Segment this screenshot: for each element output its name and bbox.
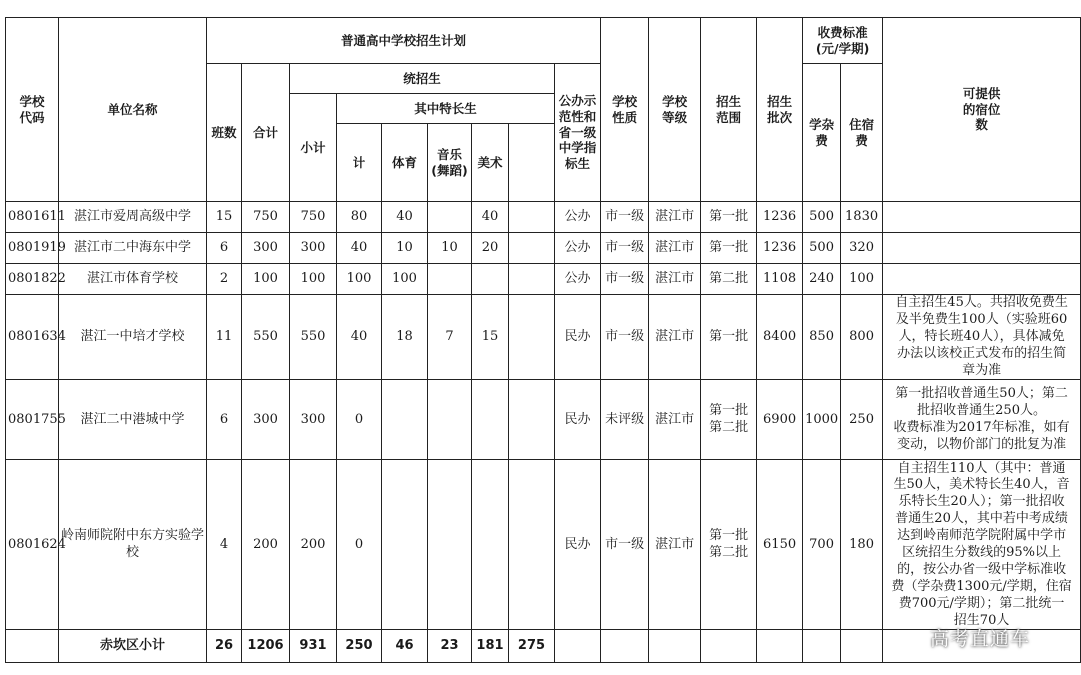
grade-cell: 市一级: [601, 264, 649, 295]
school-name: 岭南师院附中东方实验学 校: [59, 460, 207, 630]
header-enroll-range: 招生 范围: [701, 18, 757, 202]
total-cell: 550: [242, 295, 290, 380]
art-cell: 20: [472, 233, 509, 264]
subtotal-classes: 26: [207, 630, 242, 663]
header-music: 音乐 (舞蹈): [428, 124, 472, 202]
grade-cell: 市一级: [601, 460, 649, 630]
classes-cell: 2: [207, 264, 242, 295]
remark-line: 费700元/学期）；第二批统一: [898, 595, 1065, 611]
remark-line: 章为准: [962, 362, 1002, 378]
remarks-cell: [883, 264, 1081, 295]
remark-line: 自主招生110人（其中：普通: [897, 460, 1066, 476]
table-row: [6, 460, 1081, 630]
school-name: 湛江市体育学校: [59, 264, 207, 295]
subtotal-empty: [841, 630, 883, 663]
school-code: 0801919: [6, 233, 59, 264]
table-row: [6, 295, 1081, 380]
art-cell: 15: [472, 295, 509, 380]
pe-cell: 100: [382, 264, 428, 295]
subtotal-label: 赤坎区小计: [59, 630, 207, 663]
remarks-cell: [883, 202, 1081, 233]
beds-cell: 800: [841, 295, 883, 380]
beds-cell: 320: [841, 233, 883, 264]
classes-cell: 11: [207, 295, 242, 380]
remark-line: 招生70人: [953, 612, 1010, 628]
header-plan-group: 普通高中学校招生计划: [207, 18, 601, 64]
school-code: 0801634: [6, 295, 59, 380]
tuition-cell: 1236: [757, 202, 803, 233]
header-unified: 统招生: [290, 64, 555, 94]
grade-cell: 未评级: [601, 380, 649, 460]
model-cell: [509, 295, 555, 380]
batch-cell: 第一批 第二批: [701, 380, 757, 460]
header-enroll-batch: 招生 批次: [757, 18, 803, 202]
header-model-school: 公办示 范性和 省一级 中学指 标生: [555, 64, 601, 202]
batch-cell: 第一批: [701, 295, 757, 380]
tuition-cell: 1236: [757, 233, 803, 264]
specialty-cell: 80: [337, 202, 382, 233]
lodging-cell: 500: [803, 233, 841, 264]
school-name: 湛江市爱周高级中学: [59, 202, 207, 233]
model-cell: [509, 233, 555, 264]
header-school-grade: 学校 等级: [649, 18, 701, 202]
grade-cell: 市一级: [601, 202, 649, 233]
lodging-cell: 700: [803, 460, 841, 630]
subtotal-code: [6, 630, 59, 663]
table-row: [6, 233, 1081, 264]
remark-line: 生50人，美术特长生40人，音: [893, 477, 1070, 493]
remark-line: 人，特长班40人），具体减免: [898, 328, 1065, 344]
batch-cell: 第一批 第二批: [701, 460, 757, 630]
remark-line: 费（学杂费1300元/学期，住宿: [891, 578, 1072, 594]
subtotal-empty: [757, 630, 803, 663]
music-cell: 10: [428, 233, 472, 264]
table-row: [6, 380, 1081, 460]
subtotal-row: [6, 630, 1081, 663]
lodging-cell: 1000: [803, 380, 841, 460]
subtotal-empty: [803, 630, 841, 663]
nature-cell: 民办: [555, 460, 601, 630]
subtotal-subtotal: 931: [290, 630, 337, 663]
model-cell: [509, 460, 555, 630]
grade-cell: 市一级: [601, 295, 649, 380]
total-cell: 300: [242, 380, 290, 460]
total-cell: 750: [242, 202, 290, 233]
tuition-cell: 1108: [757, 264, 803, 295]
school-name: 湛江二中港城中学: [59, 380, 207, 460]
tuition-cell: 6150: [757, 460, 803, 630]
range-cell: 湛江市: [649, 264, 701, 295]
remark-line: 批招收普通生250人。: [917, 403, 1046, 419]
subtotal-empty: [601, 630, 649, 663]
pe-cell: [382, 460, 428, 630]
remarks-cell: [883, 460, 1081, 630]
batch-cell: 第一批: [701, 202, 757, 233]
beds-cell: 180: [841, 460, 883, 630]
remark-line: 变动，以物价部门的批复为准: [897, 436, 1067, 452]
table-row: [6, 202, 1081, 233]
music-cell: [428, 202, 472, 233]
nature-cell: 民办: [555, 295, 601, 380]
remark-line: 收费标准为2017年标准，如有: [893, 419, 1070, 435]
subtotal-empty: [555, 630, 601, 663]
nature-cell: 公办: [555, 233, 601, 264]
remark-line: 办法以该校正式发布的招生简: [897, 345, 1067, 361]
beds-cell: 1830: [841, 202, 883, 233]
lodging-cell: 850: [803, 295, 841, 380]
lodging-cell: 240: [803, 264, 841, 295]
lodging-cell: 500: [803, 202, 841, 233]
range-cell: 湛江市: [649, 380, 701, 460]
batch-cell: 第一批: [701, 233, 757, 264]
model-cell: [509, 202, 555, 233]
school-name: 湛江市二中海东中学: [59, 233, 207, 264]
subtotal-cell: 300: [290, 233, 337, 264]
art-cell: [472, 380, 509, 460]
enrollment-plan-table: [5, 17, 1081, 663]
header-art: 美术: [472, 124, 509, 202]
art-cell: 40: [472, 202, 509, 233]
subtotal-cell: 200: [290, 460, 337, 630]
tuition-cell: 6900: [757, 380, 803, 460]
school-code: 0801624: [6, 460, 59, 630]
classes-cell: 6: [207, 233, 242, 264]
subtotal-art: 181: [472, 630, 509, 663]
remarks-cell: [883, 295, 1081, 380]
remark-line: 普通生20人，其中若中考成绩: [895, 511, 1068, 527]
header-school-nature: 学校 性质: [601, 18, 649, 202]
remark-line: 区统招生分数线的95%以上: [902, 544, 1062, 560]
pe-cell: [382, 380, 428, 460]
specialty-cell: 40: [337, 233, 382, 264]
school-name: 湛江一中培才学校: [59, 295, 207, 380]
school-code: 0801611: [6, 202, 59, 233]
table-row: [6, 264, 1081, 295]
header-subtotal: 小计: [290, 94, 337, 202]
subtotal-total: 1206: [242, 630, 290, 663]
subtotal-cell: 750: [290, 202, 337, 233]
remarks-cell: [883, 233, 1081, 264]
subtotal-empty: [649, 630, 701, 663]
subtotal-music: 23: [428, 630, 472, 663]
header-tuition: 学杂 费: [803, 64, 841, 202]
total-cell: 100: [242, 264, 290, 295]
nature-cell: 公办: [555, 264, 601, 295]
header-beds: 可提供 的宿位 数: [883, 18, 1081, 202]
nature-cell: 公办: [555, 202, 601, 233]
music-cell: 7: [428, 295, 472, 380]
classes-cell: 15: [207, 202, 242, 233]
subtotal-pe: 46: [382, 630, 428, 663]
subtotal-specialty: 250: [337, 630, 382, 663]
remark-line: 乐特长生20人）；第一批招收: [898, 494, 1065, 510]
remarks-cell: [883, 380, 1081, 460]
art-cell: [472, 264, 509, 295]
specialty-cell: 100: [337, 264, 382, 295]
header-total: 合计: [242, 64, 290, 202]
header-unit-name: 单位名称: [59, 18, 207, 202]
art-cell: [472, 460, 509, 630]
subtotal-model: 275: [509, 630, 555, 663]
specialty-cell: 0: [337, 460, 382, 630]
classes-cell: 6: [207, 380, 242, 460]
school-code: 0801755: [6, 380, 59, 460]
specialty-cell: 0: [337, 380, 382, 460]
grade-cell: 市一级: [601, 233, 649, 264]
remark-line: 自主招生45人。共招收免费生: [895, 295, 1068, 310]
header-school-code: 学校 代码: [6, 18, 59, 202]
header-lodging: 住宿 费: [841, 64, 883, 202]
school-code: 0801822: [6, 264, 59, 295]
classes-cell: 4: [207, 460, 242, 630]
range-cell: 湛江市: [649, 460, 701, 630]
music-cell: [428, 264, 472, 295]
header-fee-group: 收费标准 (元/学期): [803, 18, 883, 64]
subtotal-cell: 300: [290, 380, 337, 460]
total-cell: 300: [242, 233, 290, 264]
range-cell: 湛江市: [649, 233, 701, 264]
music-cell: [428, 380, 472, 460]
model-cell: [509, 380, 555, 460]
remark-line: 及半免费生100人（实验班60: [895, 311, 1068, 327]
header-specialty: 其中特长生: [337, 94, 555, 124]
remark-line: 第一批招收普通生50人；第二: [895, 386, 1068, 402]
subtotal-cell: 100: [290, 264, 337, 295]
header-classes: 班数: [207, 64, 242, 202]
remark-line: 的，按公办省一级中学标准收: [897, 561, 1067, 577]
pe-cell: 18: [382, 295, 428, 380]
range-cell: 湛江市: [649, 295, 701, 380]
specialty-cell: 40: [337, 295, 382, 380]
batch-cell: 第二批: [701, 264, 757, 295]
pe-cell: 10: [382, 233, 428, 264]
beds-cell: 250: [841, 380, 883, 460]
header-pe: 体育: [382, 124, 428, 202]
tuition-cell: 8400: [757, 295, 803, 380]
total-cell: 200: [242, 460, 290, 630]
music-cell: [428, 460, 472, 630]
watermark: 高考直通车: [930, 628, 1031, 650]
model-cell: [509, 264, 555, 295]
range-cell: 湛江市: [649, 202, 701, 233]
subtotal-cell: 550: [290, 295, 337, 380]
subtotal-empty: [701, 630, 757, 663]
header-specialty-total: 计: [337, 124, 382, 202]
nature-cell: 民办: [555, 380, 601, 460]
pe-cell: 40: [382, 202, 428, 233]
beds-cell: 100: [841, 264, 883, 295]
remark-line: 达到岭南师范学院附属中学市: [897, 528, 1067, 544]
